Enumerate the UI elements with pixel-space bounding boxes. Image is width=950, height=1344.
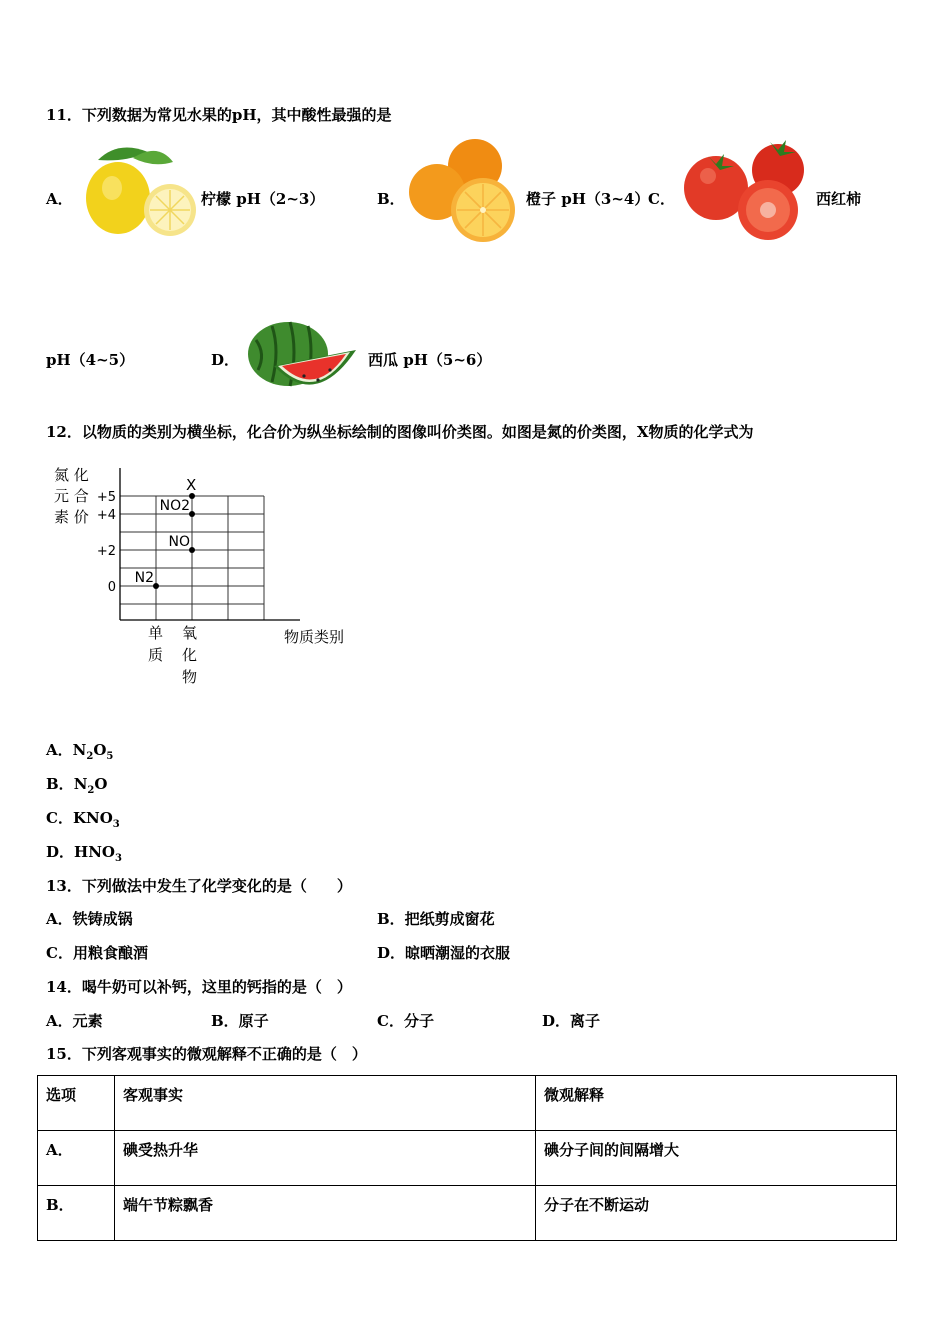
- q14-option-a: A．元素: [46, 1012, 103, 1030]
- q15-table: [37, 1075, 897, 1241]
- q11-stem: 11．下列数据为常见水果的pH，其中酸性最强的是: [46, 106, 392, 124]
- q12-option-d: [46, 841, 122, 864]
- table-header-explanation: 微观解释: [536, 1076, 897, 1131]
- chart-ytick-3: 0: [107, 580, 116, 595]
- table-header-option: 选项: [38, 1076, 115, 1131]
- q12-option-a-main2: O: [93, 741, 107, 759]
- q11-option-c-text-continued: pH（4~5）: [46, 351, 135, 369]
- q12-option-b-main: N: [73, 775, 88, 793]
- q14-option-d: D．离子: [542, 1012, 601, 1030]
- q11-option-a-letter: A．: [46, 190, 73, 208]
- q11-option-c-text: 西红柿: [816, 190, 862, 208]
- watermelon-image: [246, 320, 358, 398]
- chart-ytick-2: +2: [96, 544, 116, 559]
- q15-stem: 15．下列客观事实的微观解释不正确的是（ ）: [46, 1045, 367, 1063]
- q13-option-c: C．用粮食酿酒: [46, 944, 148, 962]
- q12-option-b-letter: B．: [46, 775, 74, 793]
- q14-option-b: B．原子: [211, 1012, 269, 1030]
- q12-option-b-sub1: 2: [87, 785, 95, 796]
- orange-image: [405, 136, 523, 246]
- q12-option-a-sub2: 5: [106, 751, 114, 762]
- q11-option-b-text: 橙子 pH（3~4）: [526, 190, 650, 208]
- q12-option-a-letter: A．: [46, 741, 73, 759]
- chart-xcat-2-line-1: 氧: [182, 624, 198, 642]
- table-cell-option: A．: [38, 1131, 115, 1186]
- q12-option-a: [46, 739, 113, 762]
- q13-option-a: A．铁铸成锅: [46, 910, 133, 928]
- chart-ytick-0: +5: [96, 490, 116, 505]
- q12-option-b: [46, 773, 107, 796]
- q12-option-c-letter: C．: [46, 809, 73, 827]
- q11-option-d-letter: D．: [211, 351, 240, 369]
- q12-option-d-sub1: 3: [114, 853, 122, 864]
- chart-point-label-0: N2: [134, 570, 154, 586]
- q13-stem: 13．下列做法中发生了化学变化的是（ ）: [46, 877, 352, 895]
- table-cell-option: B．: [38, 1186, 115, 1241]
- table-row: [38, 1131, 897, 1186]
- table-row: [38, 1186, 897, 1241]
- chart-ylabel-line-3: 素 价: [54, 508, 89, 526]
- chart-xlabel: 物质类别: [284, 628, 345, 646]
- chart-point-label-3: X: [186, 476, 197, 494]
- chart-point-label-2: NO2: [159, 498, 190, 514]
- chart-xcat-1-line-1: 单: [148, 624, 164, 642]
- chart-xcat-2-line-2: 化: [182, 646, 198, 664]
- q12-option-a-sub1: 2: [86, 751, 94, 762]
- chart-xcat-1-line-2: 质: [148, 646, 164, 664]
- tomato-image: [680, 136, 810, 242]
- chart-ytick-1: +4: [96, 508, 116, 523]
- q12-option-c-sub1: 3: [112, 819, 120, 830]
- q14-stem: 14．喝牛奶可以补钙，这里的钙指的是（ ）: [46, 978, 352, 996]
- q12-option-d-letter: D．: [46, 843, 75, 861]
- table-cell-explanation: 分子在不断运动: [536, 1186, 897, 1241]
- q11-option-a-text: 柠檬 pH（2~3）: [201, 190, 325, 208]
- table-cell-fact: 端午节粽飘香: [115, 1186, 536, 1241]
- nitrogen-valence-chart: [50, 458, 380, 698]
- q11-option-b-letter: B．: [377, 190, 405, 208]
- q12-option-a-main: N: [72, 741, 87, 759]
- chart-point-label-1: NO: [168, 534, 190, 550]
- q13-option-d: D．晾晒潮湿的衣服: [377, 944, 511, 962]
- q12-option-b-main2: O: [94, 775, 108, 793]
- q14-option-c: C．分子: [377, 1012, 434, 1030]
- table-header-fact: 客观事实: [115, 1076, 536, 1131]
- q12-option-d-main: HNO: [74, 843, 115, 861]
- q11-option-d-text: 西瓜 pH（5~6）: [368, 351, 492, 369]
- q11-option-c-letter: C．: [648, 190, 675, 208]
- table-header-row: [38, 1076, 897, 1131]
- chart-xcat-2-line-3: 物: [182, 668, 198, 686]
- chart-ylabel-line-2: 元 合: [54, 487, 89, 505]
- q12-option-c-main: KNO: [72, 809, 113, 827]
- q12-stem: 12．以物质的类别为横坐标，化合价为纵坐标绘制的图像叫价类图。如图是氮的价类图，X物质的化学式为: [46, 423, 754, 441]
- chart-ylabel-line-1: 氮 化: [54, 466, 89, 484]
- table-cell-explanation: 碘分子间的间隔增大: [536, 1131, 897, 1186]
- lemon-image: [78, 140, 200, 240]
- q12-option-c: [46, 807, 120, 830]
- q13-option-b: B．把纸剪成窗花: [377, 910, 495, 928]
- table-cell-fact: 碘受热升华: [115, 1131, 536, 1186]
